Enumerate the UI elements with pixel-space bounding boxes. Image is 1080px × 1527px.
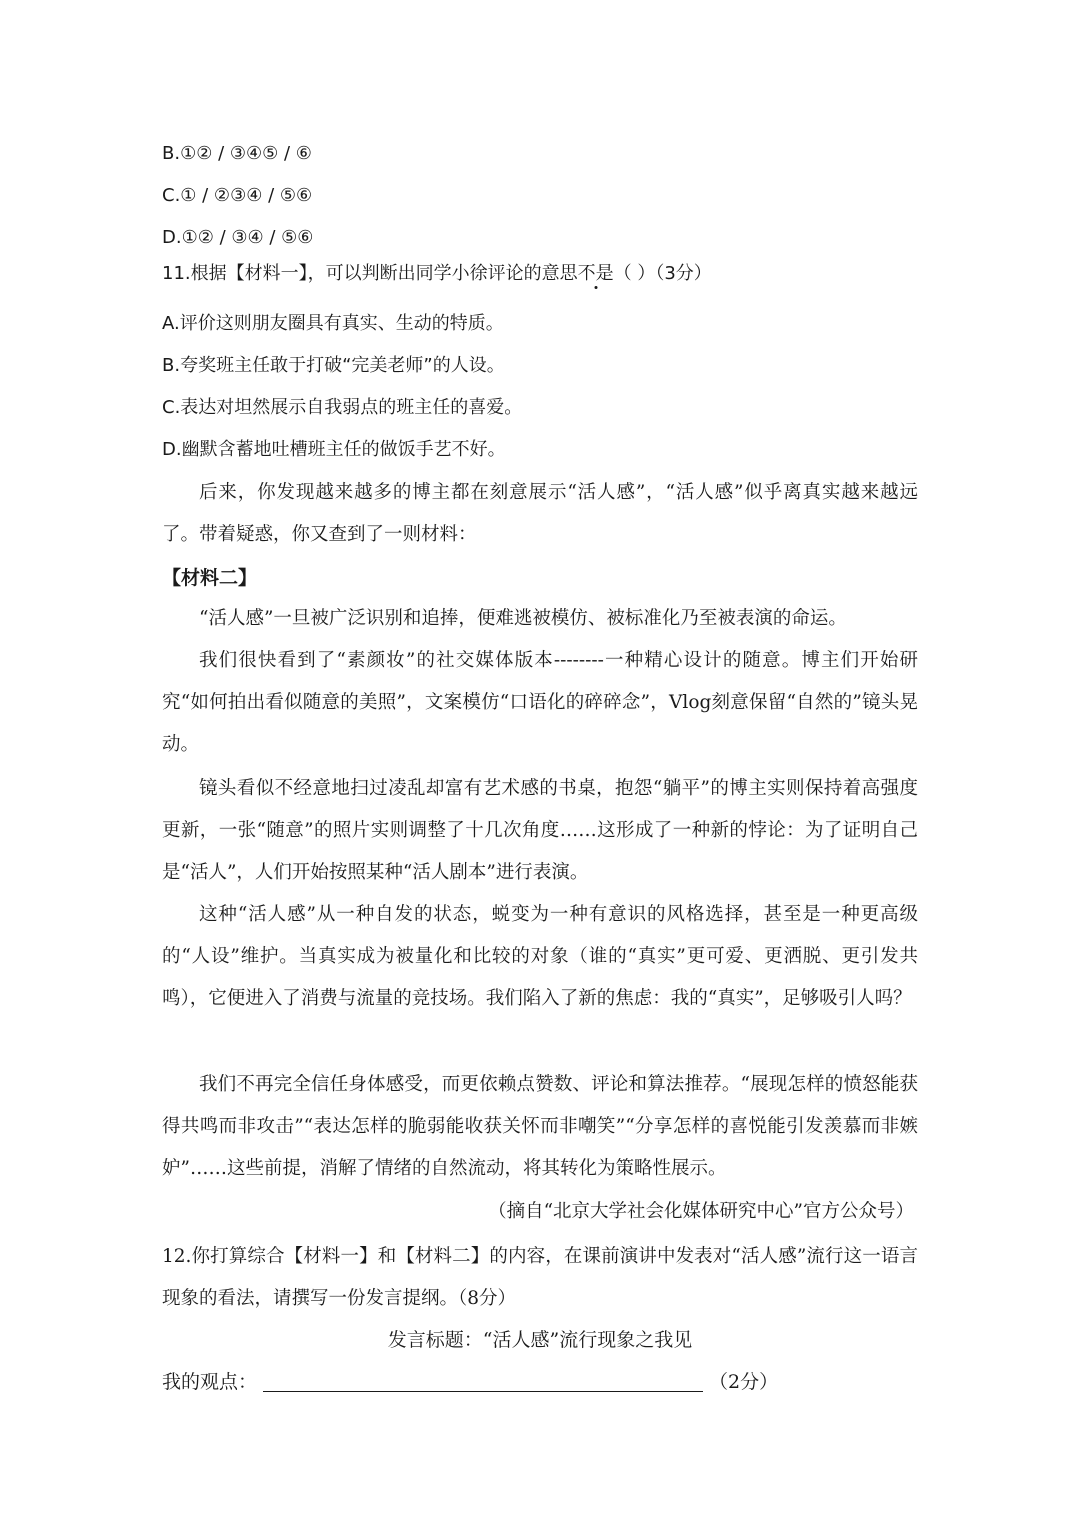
q11-stem-emphasis: 不是 [577, 263, 614, 284]
material2-paragraph: 我们很快看到了“素颜妆”的社交媒体版本--------一种精心设计的随意。博主们开始研究“如何拍出看似随意的美照”，文案模仿“口语化的碎碎念”，Vlog刻意保留“自然的”镜头晃动。 [162, 650, 918, 755]
material2-paragraph: 这种“活人感”从一种自发的状态，蜕变为一种有意识的风格选择，甚至是一种更高级的“人设”维护。当真实成为被量化和比较的对象（谁的“真实”更可爱、更洒脱、更引发共鸣），它便进入了消费与流量的竞技场。我们陷入了新的焦虑：我的“真实”，足够吸引人吗？ [162, 904, 918, 1009]
q11-stem-before: 11.根据【材料一】，可以判断出同学小徐评论的意思 [162, 263, 578, 284]
q11-option-d: D.幽默含蓄地吐槽班主任的做饭手艺不好。 [162, 439, 506, 460]
q11-stem-after: （ ）（3分） [613, 263, 712, 284]
transition-paragraph: 后来，你发现越来越多的博主都在刻意展示“活人感”，“活人感”似乎离真实越来越远了。带着疑惑，你又查到了一则材料： [162, 482, 918, 545]
material2-source: （摘自“北京大学社会化媒体研究中心”官方公众号） [488, 1201, 914, 1222]
viewpoint-answer-blank[interactable] [263, 1369, 703, 1392]
material2-paragraph: “活人感”一旦被广泛识别和追捧，便难逃被模仿、被标准化乃至被表演的命运。 [199, 608, 847, 629]
q10-option-c: C.① / ②③④ / ⑤⑥ [162, 185, 313, 206]
speech-title: 发言标题：“活人感”流行现象之我见 [387, 1329, 693, 1351]
material2-title: 【材料二】 [162, 567, 258, 589]
material2-paragraph: 我们不再完全信任身体感受，而更依赖点赞数、评论和算法推荐。“展现怎样的愤怒能获得共鸣而非攻击”“表达怎样的脆弱能收获关怀而非嘲笑”“分享怎样的喜悦能引发羡慕而非嫉妒”……这些前提，消解了情绪的自然流动，将其转化为策略性展示。 [162, 1074, 918, 1179]
q11-option-a: A.评价这则朋友圈具有真实、生动的特质。 [162, 313, 504, 334]
viewpoint-points: （2分） [709, 1371, 779, 1393]
q10-option-b: B.①② / ③④⑤ / ⑥ [162, 143, 312, 164]
viewpoint-line [162, 1368, 778, 1396]
q11-option-b: B.夸奖班主任敢于打破“完美老师”的人设。 [162, 355, 505, 376]
q11-stem [162, 260, 712, 288]
q11-option-c: C.表达对坦然展示自我弱点的班主任的喜爱。 [162, 397, 523, 418]
viewpoint-label: 我的观点： [162, 1371, 258, 1393]
material2-paragraph: 镜头看似不经意地扫过凌乱却富有艺术感的书桌，抱怨“躺平”的博主实则保持着高强度更新，一张“随意”的照片实则调整了十几次角度……这形成了一种新的悖论：为了证明自己是“活人”，人们开始按照某种“活人剧本”进行表演。 [162, 778, 918, 883]
q10-option-d: D.①② / ③④ / ⑤⑥ [162, 227, 314, 248]
q12-stem: 12.你打算综合【材料一】和【材料二】的内容，在课前演讲中发表对“活人感”流行这一语言现象的看法，请撰写一份发言提纲。（8分） [162, 1246, 918, 1309]
